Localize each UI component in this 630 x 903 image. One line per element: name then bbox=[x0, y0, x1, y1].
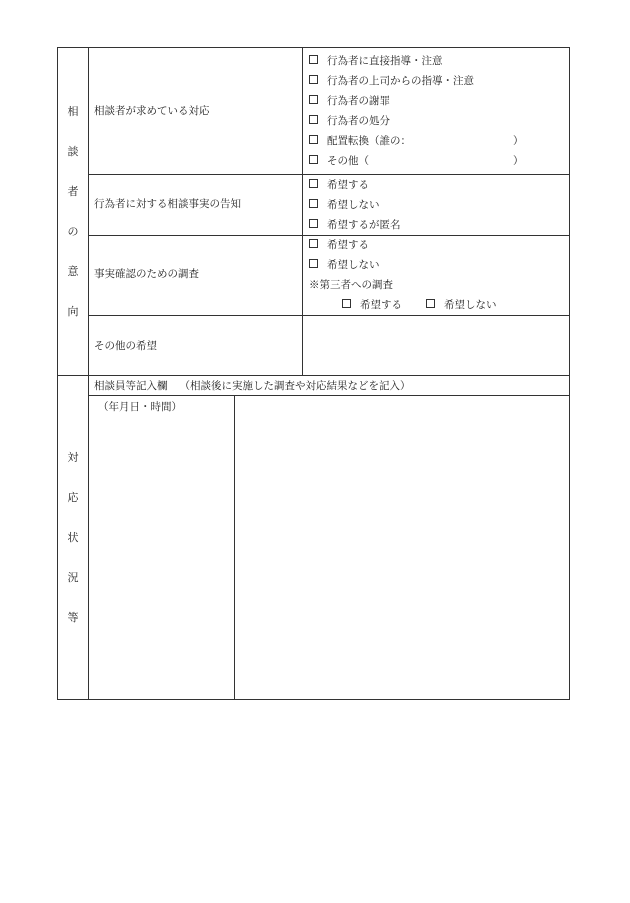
option-checkbox[interactable]: 配置転換（誰の： bbox=[309, 134, 411, 148]
response-section-label bbox=[58, 376, 88, 700]
divider bbox=[88, 395, 570, 396]
date-time-column-label: （年月日・時間） bbox=[98, 401, 182, 413]
intent-label-char: 相 bbox=[67, 105, 79, 118]
divider bbox=[88, 235, 570, 236]
intent-label-char: の bbox=[67, 225, 79, 238]
response-label-char: 等 bbox=[67, 611, 79, 624]
option-checkbox[interactable]: 行為者の上司からの指導・注意 bbox=[309, 74, 474, 88]
intent-label-char: 談 bbox=[67, 145, 79, 158]
divider bbox=[88, 174, 570, 175]
response-header-note: （相談後に実施した調査や対応結果などを記入） bbox=[179, 380, 411, 392]
intent-label-char: 向 bbox=[67, 305, 79, 318]
third-party-note: ※第三者への調査 bbox=[309, 279, 393, 291]
option-checkbox[interactable]: 希望しない bbox=[309, 258, 380, 272]
response-label-char: 状 bbox=[67, 531, 79, 544]
option-checkbox[interactable]: 希望しない bbox=[309, 198, 380, 212]
divider bbox=[58, 375, 570, 376]
option-checkbox[interactable]: 行為者に直接指導・注意 bbox=[309, 54, 443, 68]
date-time-entry-field[interactable] bbox=[89, 415, 233, 699]
other-wishes-label: その他の希望 bbox=[94, 340, 157, 352]
option-checkbox[interactable]: その他（ bbox=[309, 154, 369, 168]
consultation-form bbox=[57, 47, 570, 700]
intent-label-char: 意 bbox=[67, 265, 79, 278]
divider bbox=[302, 48, 303, 376]
investigation-label: 事実確認のための調査 bbox=[94, 268, 199, 280]
response-header-title: 相談員等記入欄 bbox=[94, 380, 168, 392]
requested-response-label: 相談者が求めている対応 bbox=[94, 105, 210, 117]
divider bbox=[88, 315, 570, 316]
option-close-paren: ） bbox=[513, 135, 524, 147]
notification-label: 行為者に対する相談事実の告知 bbox=[94, 198, 241, 210]
response-label-char: 況 bbox=[67, 571, 79, 584]
response-label-char: 対 bbox=[67, 451, 79, 464]
option-checkbox[interactable]: 希望する bbox=[309, 238, 369, 252]
option-close-paren: ） bbox=[513, 155, 524, 167]
intent-label-char: 者 bbox=[67, 185, 79, 198]
response-header bbox=[94, 379, 411, 393]
option-checkbox[interactable]: 希望しない bbox=[426, 298, 497, 312]
intent-section-label bbox=[58, 48, 88, 375]
response-details-field[interactable] bbox=[236, 397, 569, 699]
option-checkbox[interactable]: 行為者の謝罪 bbox=[309, 94, 390, 108]
response-label-char: 応 bbox=[67, 491, 79, 504]
option-checkbox[interactable]: 希望する bbox=[309, 178, 369, 192]
divider bbox=[234, 396, 235, 700]
option-checkbox[interactable]: 希望する bbox=[342, 298, 402, 312]
option-checkbox[interactable]: 行為者の処分 bbox=[309, 114, 390, 128]
other-wishes-field[interactable] bbox=[304, 317, 569, 374]
option-checkbox[interactable]: 希望するが匿名 bbox=[309, 218, 401, 232]
